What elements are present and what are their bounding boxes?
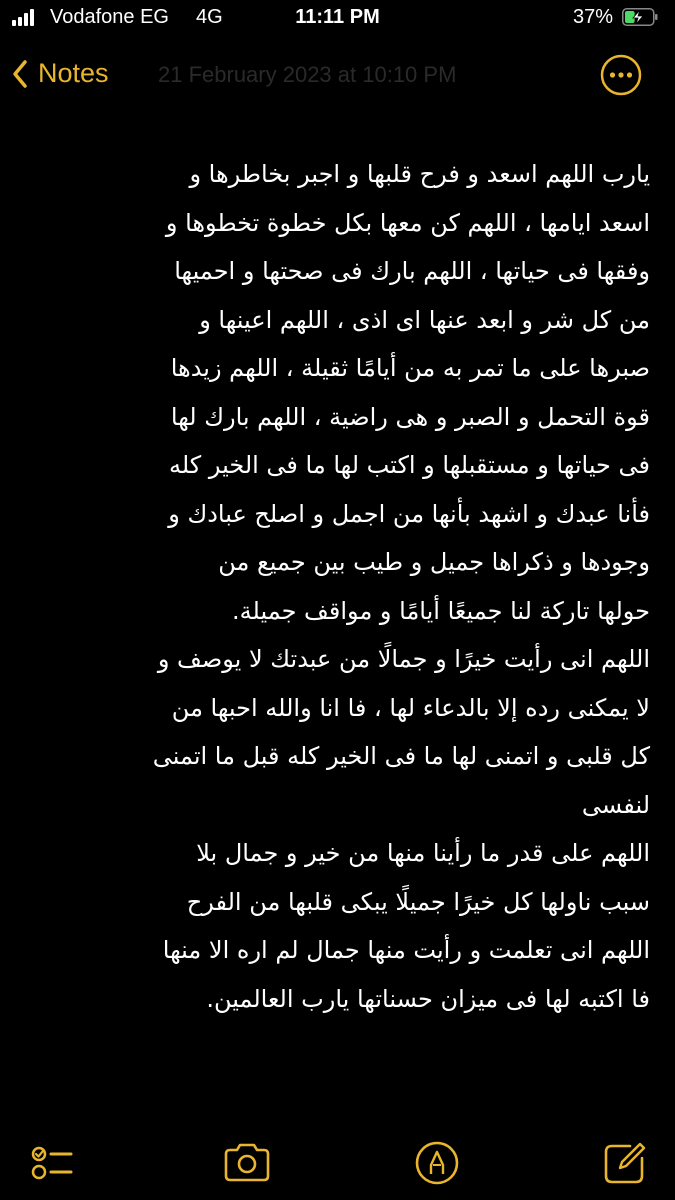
note-body[interactable] <box>30 150 650 1023</box>
compose-icon[interactable] <box>600 1138 650 1188</box>
status-time: 11:11 PM <box>295 6 380 28</box>
battery-charging-icon <box>622 8 658 26</box>
back-button[interactable] <box>12 58 109 89</box>
battery-percent: 37% <box>573 6 614 28</box>
camera-icon[interactable] <box>222 1138 272 1188</box>
checklist-icon[interactable] <box>25 1138 75 1188</box>
note-paragraph: اللهم انى رأيت خيرًا و جمالًا من عبدتك لا يوصف و لا يمكنى رده إلا بالدعاء لها ، فا انا والله احبها من كل قلبى و اتمنى لها ما فى الخير كله قبل ما اتمنى لنفسى <box>152 645 650 819</box>
more-options-button[interactable] <box>600 54 642 96</box>
chevron-left-icon <box>12 59 28 89</box>
back-label: Notes <box>38 58 109 88</box>
network-type: 4G <box>196 6 223 28</box>
note-paragraph: اللهم على قدر ما رأينا منها من خير و جمال بلا سبب ناولها كل خيرًا جميلًا يبكى قلبها من الفرح اللهم انى تعلمت و رأيت منها جمال لم اره الا منها فا اكتبه لها فى ميزان حسناتها يارب العالمين. <box>162 839 650 1013</box>
markup-pen-icon[interactable] <box>412 1138 462 1188</box>
nav-bar <box>0 50 675 106</box>
note-date: 21 February 2023 at 10:10 PM <box>158 62 457 87</box>
bottom-toolbar <box>0 1132 675 1188</box>
status-bar <box>0 0 675 40</box>
carrier-name: Vodafone EG <box>50 6 169 28</box>
note-paragraph: يارب اللهم اسعد و فرح قلبها و اجبر بخاطرها و اسعد ايامها ، اللهم كن معها بكل خطوة تخطوها و وفقها فى حياتها ، اللهم بارك فى صحتها و احميها من كل شر و ابعد عنها اى اذى ، اللهم اعينها و صبرها على ما تمر به من أيامًا ثقيلة ، اللهم زيدها قوة التحمل و الصبر و هى راضية ، اللهم بارك لها فى حياتها و مستقبلها و اكتب لها ما فى الخير كله فأنا عبدك و اشهد بأنها من اجمل و اصلح عبادك و وجودها و ذكراها جميل و طيب بين جميع من حولها تاركة لنا جميعًا أيامًا و مواقف جميلة. <box>165 160 650 625</box>
